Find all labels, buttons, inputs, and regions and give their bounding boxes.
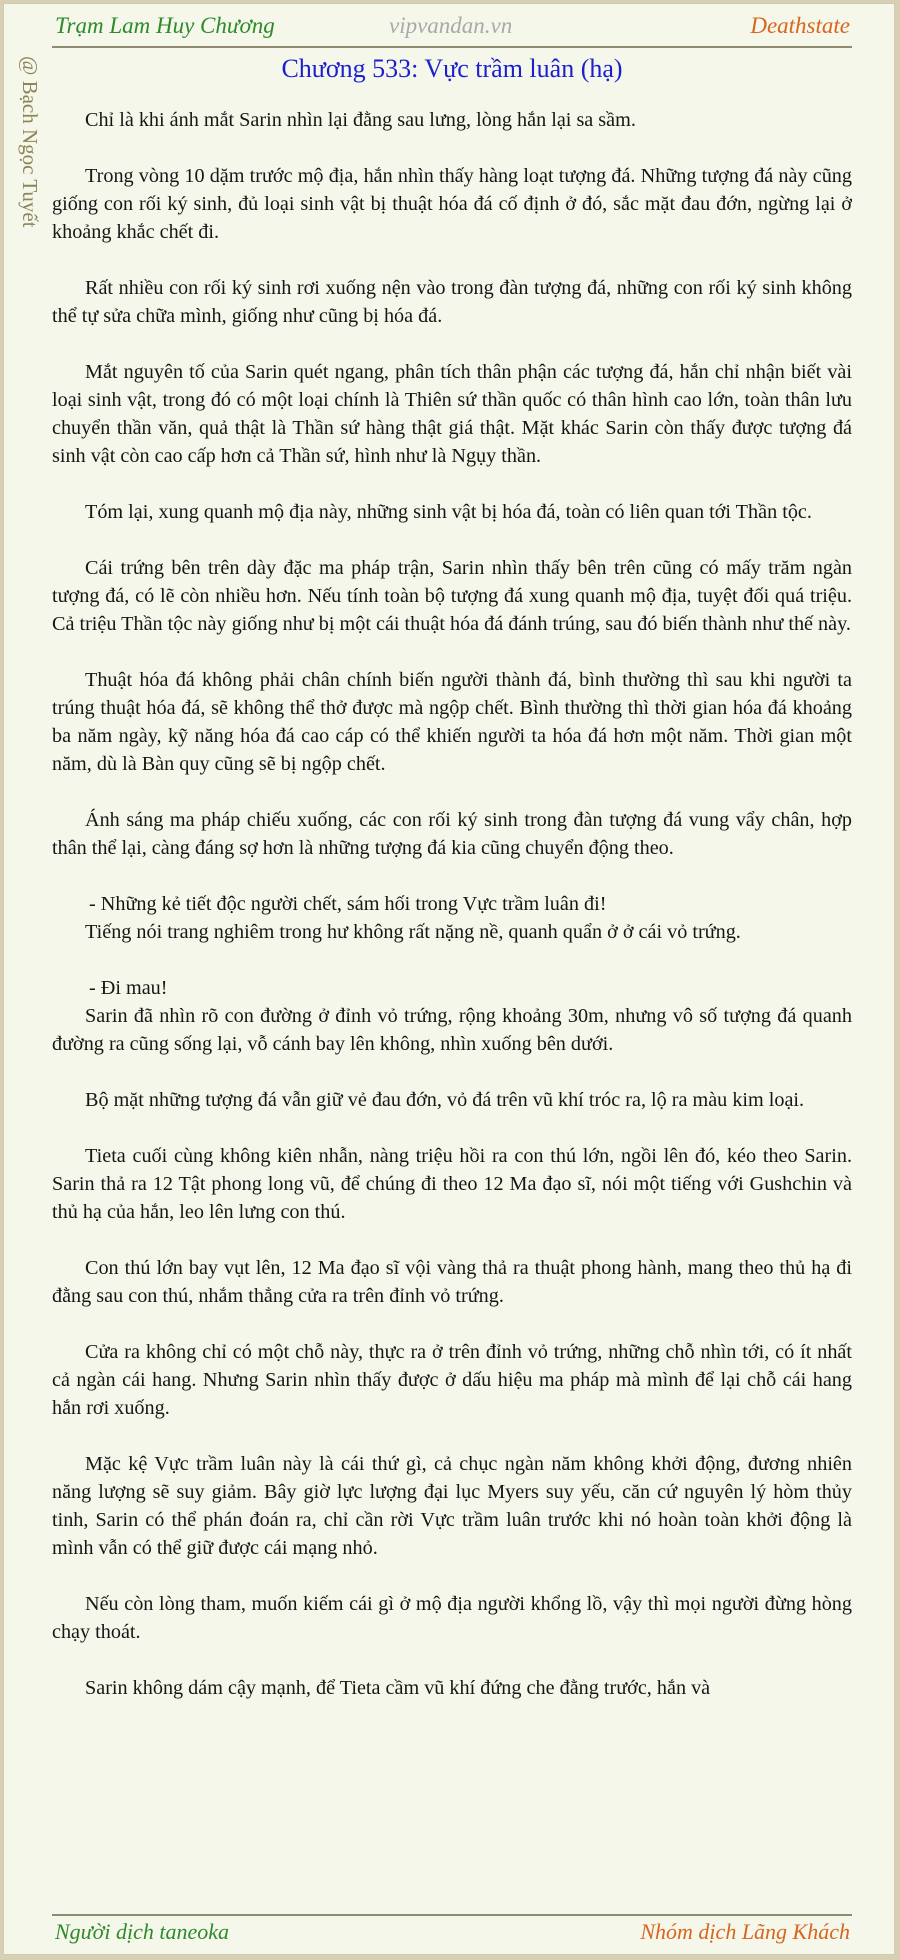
paragraph: Mặc kệ Vực trầm luân này là cái thứ gì, cả chục ngàn năm không khởi động, đương nhiên năng lượng sẽ suy giảm. Bây giờ lực lượng đại lục Myers suy yếu, căn cứ nguyên lý hòm thủy tinh, Sarin có thể phán đoán ra, chỉ cần rời Vực trầm luân trước khi nó hoàn toàn khởi động là mình vẫn có thể giữ được cái mạng nhỏ.: [52, 1453, 852, 1559]
paragraph: Tiếng nói trang nghiêm trong hư không rất nặng nề, quanh quẩn ở ở cái vỏ trứng.: [85, 921, 741, 943]
header-book-title: Deathstate: [750, 13, 850, 38]
paragraph: Chỉ là khi ánh mắt Sarin nhìn lại đằng sau lưng, lòng hắn lại sa sầm.: [85, 109, 636, 131]
paragraph: Thuật hóa đá không phải chân chính biến người thành đá, bình thường thì sau khi người ta trúng thuật hóa đá, sẽ không thể thở được mà ngộp chết. Bình thường thì thời gian hóa đá khoảng ba năm ngày, kỹ năng hóa đá cao cáp có thể khiến người ta hóa đá hơn một năm. Thời gian một năm, dù là Bàn quy cũng sẽ bị ngộp chết.: [52, 669, 852, 775]
footer-translation-group: Nhóm dịch Lãng Khách: [640, 1919, 850, 1944]
dialogue-line: - Đi mau!: [89, 977, 168, 999]
paragraph: Cái trứng bên trên dày đặc ma pháp trận, Sarin nhìn thấy bên trên cũng có mấy trăm ngàn tượng đá, có lẽ còn nhiều hơn. Nếu tính toàn bộ tượng đá xung quanh mộ địa, tuyệt đối quá triệu. Cả triệu Thần tộc này giống như bị một cái thuật hóa đá đánh trúng, sau đó biến thành như thế này.: [52, 557, 852, 635]
paragraph: Sarin đã nhìn rõ con đường ở đỉnh vỏ trứng, rộng khoảng 30m, nhưng vô số tượng đá quanh đường ra cũng sống lại, vỗ cánh bay lên không, nhìn xuống bên dưới.: [52, 1005, 852, 1055]
header-translator-station: Trạm Lam Huy Chương: [55, 13, 275, 38]
page-header: [4, 4, 894, 48]
paragraph: Bộ mặt những tượng đá vẫn giữ vẻ đau đớn, vỏ đá trên vũ khí tróc ra, lộ ra màu kim loại.: [85, 1089, 805, 1111]
paragraph: Ánh sáng ma pháp chiếu xuống, các con rối ký sinh trong đàn tượng đá vung vẩy chân, hợp thân thể lại, càng đáng sợ hơn là những tượng đá kia cũng chuyển động theo.: [52, 809, 852, 859]
paragraph: Tóm lại, xung quanh mộ địa này, những sinh vật bị hóa đá, toàn có liên quan tới Thần tộc.: [85, 501, 812, 523]
paragraph: Sarin không dám cậy mạnh, để Tieta cầm vũ khí đứng che đằng trước, hắn và: [85, 1677, 711, 1699]
header-site-name: vipvandan.vn: [389, 13, 513, 38]
paragraph: Trong vòng 10 dặm trước mộ địa, hắn nhìn thấy hàng loạt tượng đá. Những tượng đá này cũng giống con rối ký sinh, đủ loại sinh vật bị thuật hóa đá cố định ở đó, sắc mặt đau đớn, ngừng lại ở khoảng khắc chết đi.: [52, 165, 852, 243]
side-watermark-credit: @ Bạch Ngọc Tuyết: [18, 56, 42, 228]
dialogue-line: - Những kẻ tiết độc người chết, sám hối trong Vực trầm luân đi!: [89, 893, 607, 915]
paragraph: Mắt nguyên tố của Sarin quét ngang, phân tích thân phận các tượng đá, hắn chỉ nhận biết vài loại sinh vật, trong đó có một loại chính là Thiên sứ thần quốc có thân hình cao lớn, toàn thân lưu chuyển thần văn, quả thật là Thần sứ hàng thật giá thật. Mặt khác Sarin còn thấy được tượng đá sinh vật còn cao cấp hơn cả Thần sứ, hình như là Ngụy thần.: [52, 361, 852, 467]
chapter-title: Chương 533: Vực trầm luân (hạ): [281, 54, 623, 83]
footer-divider: [52, 1914, 852, 1916]
paragraph: Tieta cuối cùng không kiên nhẫn, nàng triệu hồi ra con thú lớn, ngồi lên đó, kéo theo Sarin. Sarin thả ra 12 Tật phong long vũ, để chúng đi theo 12 Ma đạo sĩ, nói một tiếng với Gushchin và thủ hạ của hắn, leo lên lưng con thú.: [52, 1145, 852, 1223]
paragraph: Nếu còn lòng tham, muốn kiếm cái gì ở mộ địa người khổng lồ, vậy thì mọi người đừng hòng chạy thoát.: [52, 1593, 852, 1643]
paragraph: Rất nhiều con rối ký sinh rơi xuống nện vào trong đàn tượng đá, những con rối ký sinh không thể tự sửa chữa mình, giống như cũng bị hóa đá.: [52, 277, 852, 327]
paragraph: Cửa ra không chỉ có một chỗ này, thực ra ở trên đỉnh vỏ trứng, những chỗ nhìn tới, có ít nhất cả ngàn cái hang. Nhưng Sarin nhìn thấy được ở dấu hiệu ma pháp mà mình để lại chỗ cái hang hắn rơi xuống.: [52, 1341, 852, 1419]
page: [3, 3, 895, 1955]
paragraph: Con thú lớn bay vụt lên, 12 Ma đạo sĩ vội vàng thả ra thuật phong hành, mang theo thủ hạ đi đằng sau con thú, nhắm thẳng cửa ra trên đỉnh vỏ trứng.: [52, 1257, 852, 1307]
chapter-body: [52, 106, 852, 1906]
footer-translator: Người dịch taneoka: [55, 1919, 230, 1944]
header-divider: [52, 46, 852, 48]
